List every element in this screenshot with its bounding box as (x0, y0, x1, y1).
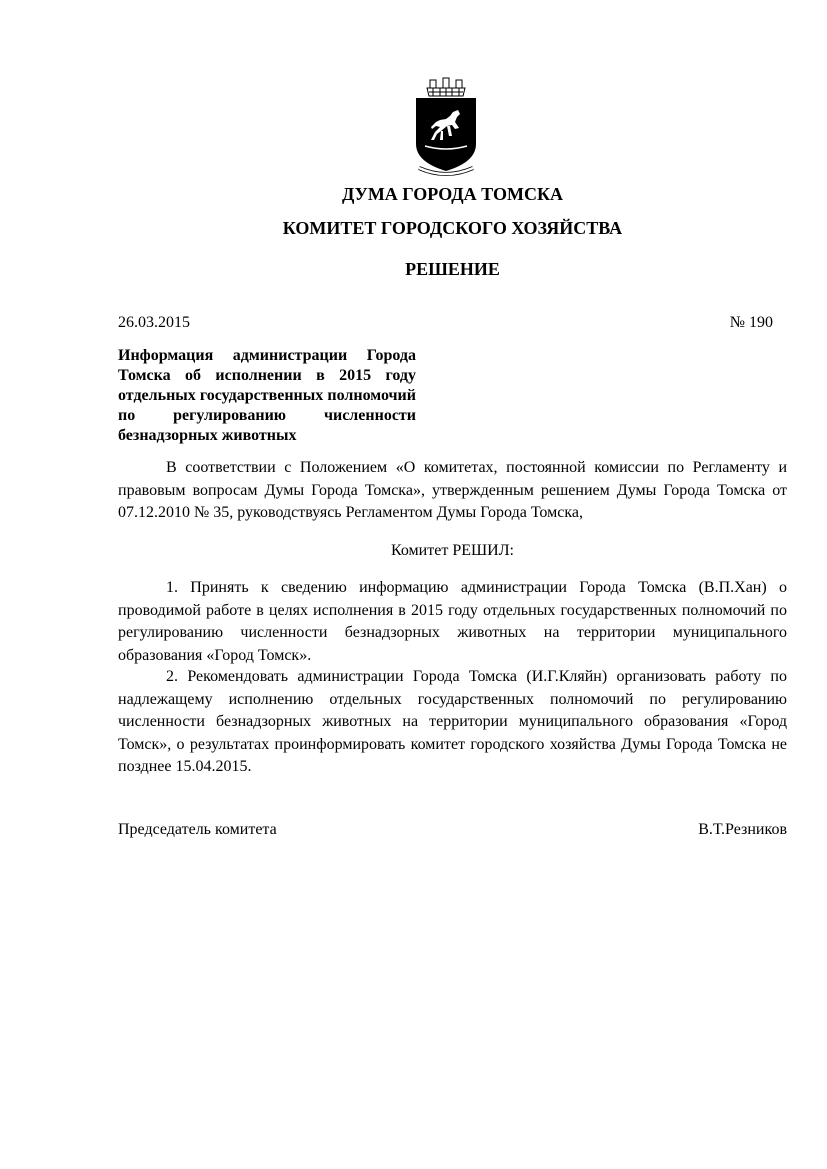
document-subject: Информация администрации Города Томска об исполнении в 2015 году отдельных государственных полномочий по регулированию численности безнадзорных животных (118, 347, 416, 444)
preamble-paragraph: В соответствии с Положением «О комитетах, постоянной комиссии по Регламенту и правовым вопросам Думы Города Томска», утвержденным решением Думы Города Томска от 07.12.2010 № 35, руководствуясь Регламентом Думы Города Томска, (118, 459, 787, 521)
tomsk-coat-of-arms-icon (413, 76, 479, 180)
document-date: 26.03.2015 (118, 314, 190, 331)
signatory-name: В.Т.Резников (698, 821, 787, 838)
committee-title: КОМИТЕТ ГОРОДСКОГО ХОЗЯЙСТВА (282, 218, 623, 238)
resolution-item-1: 1. Принять к сведению информацию администрации Города Томска (В.П.Хан) о проводимой работе в целях исполнения в 2015 году отдельных государственных полномочий по регулированию численности безнадзорных животных на территории муниципального образования «Город Томск». (118, 579, 787, 664)
document-type: РЕШЕНИЕ (405, 259, 500, 279)
signatory-role: Председатель комитета (118, 821, 277, 838)
resolution-item-2: 2. Рекомендовать администрации Города Томска (И.Г.Кляйн) организовать работу по надлежащему исполнению отдельных государственных полномочий по регулированию численности безнадзорных животных на территории муниципального образования «Город Томск», о результатах проинформировать комитет городского хозяйства Думы Города Томска не позднее 15.04.2015. (118, 668, 787, 775)
organization-title: ДУМА ГОРОДА ТОМСКА (342, 184, 563, 204)
resolved-heading: Комитет РЕШИЛ: (390, 542, 514, 559)
document-number: № 190 (729, 314, 773, 331)
